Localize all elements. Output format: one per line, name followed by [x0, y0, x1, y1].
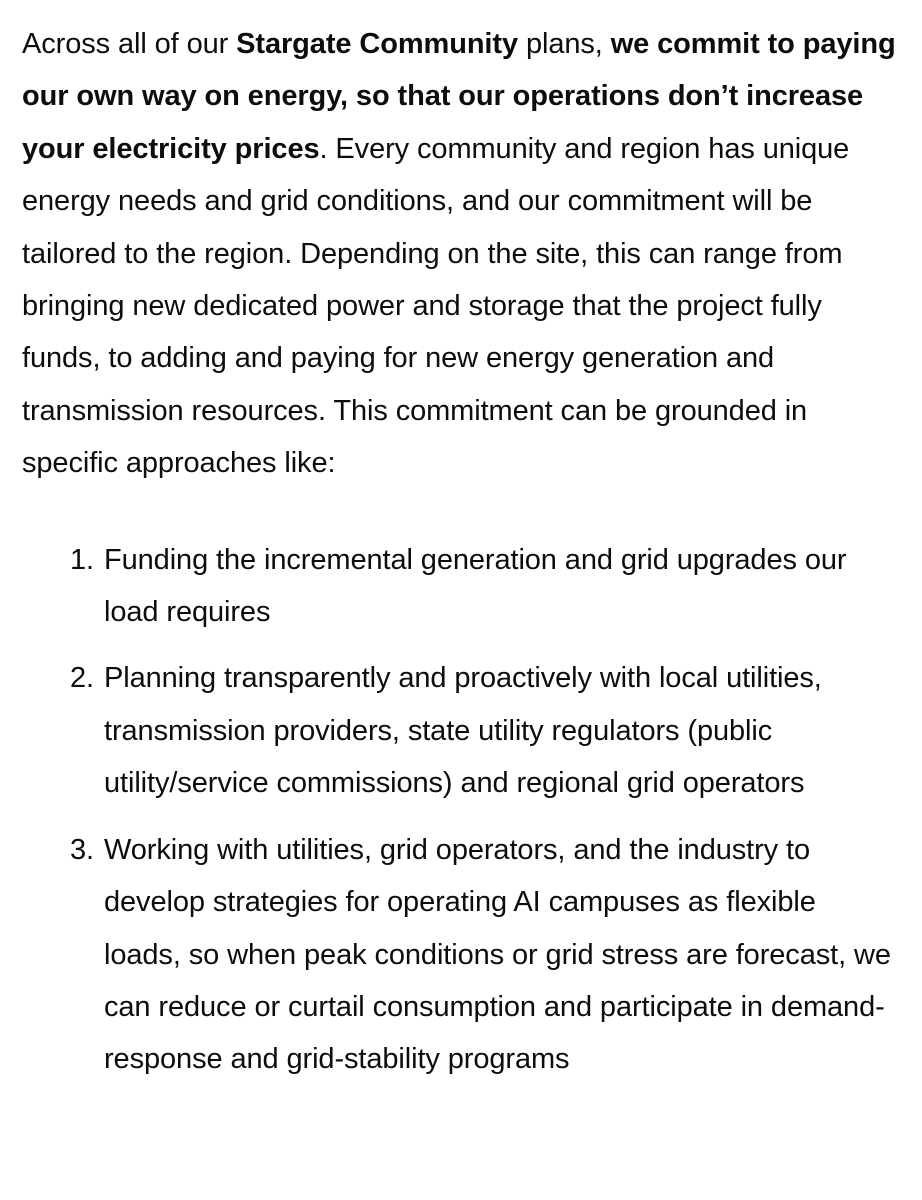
list-item-text: Funding the incremental generation and grid upgrades our load requires [104, 543, 847, 629]
list-item-number: 2. [70, 662, 94, 695]
intro-text-3: . Every community and region has unique energy needs and grid conditions, and our commitment will be tailored to the region. Depending on the site, this can range from bringing new dedicated power and storage that the project fully funds, to adding and paying for new energy generation and transmission resources. This commitment can be grounded in specific approaches like: [22, 132, 850, 480]
stargate-community-emphasis: Stargate Community [236, 28, 518, 60]
intro-text-1: Across all of our [22, 28, 237, 60]
intro-text-2: plans, [517, 28, 611, 60]
list-item-number: 3. [70, 833, 94, 866]
approaches-list [22, 534, 900, 1086]
intro-paragraph [22, 18, 900, 490]
list-item-number: 1. [70, 543, 94, 576]
energy-commitment-emphasis: we commit to paying our own way on energy, so that our operations don’t increase your electricity prices [22, 28, 896, 165]
list-item-text: Working with utilities, grid operators, and the industry to develop strategies for operating AI campuses as flexible loads, so when peak conditions or grid stress are forecast, we can reduce or curtail consumption and participate in demand-response and grid-stability programs [104, 833, 891, 1076]
list-item-text: Planning transparently and proactively with local utilities, transmission providers, state utility regulators (public utility/service commissions) and regional grid operators [104, 662, 822, 800]
list-item [70, 652, 900, 809]
list-item [70, 534, 900, 639]
list-item [70, 824, 900, 1086]
